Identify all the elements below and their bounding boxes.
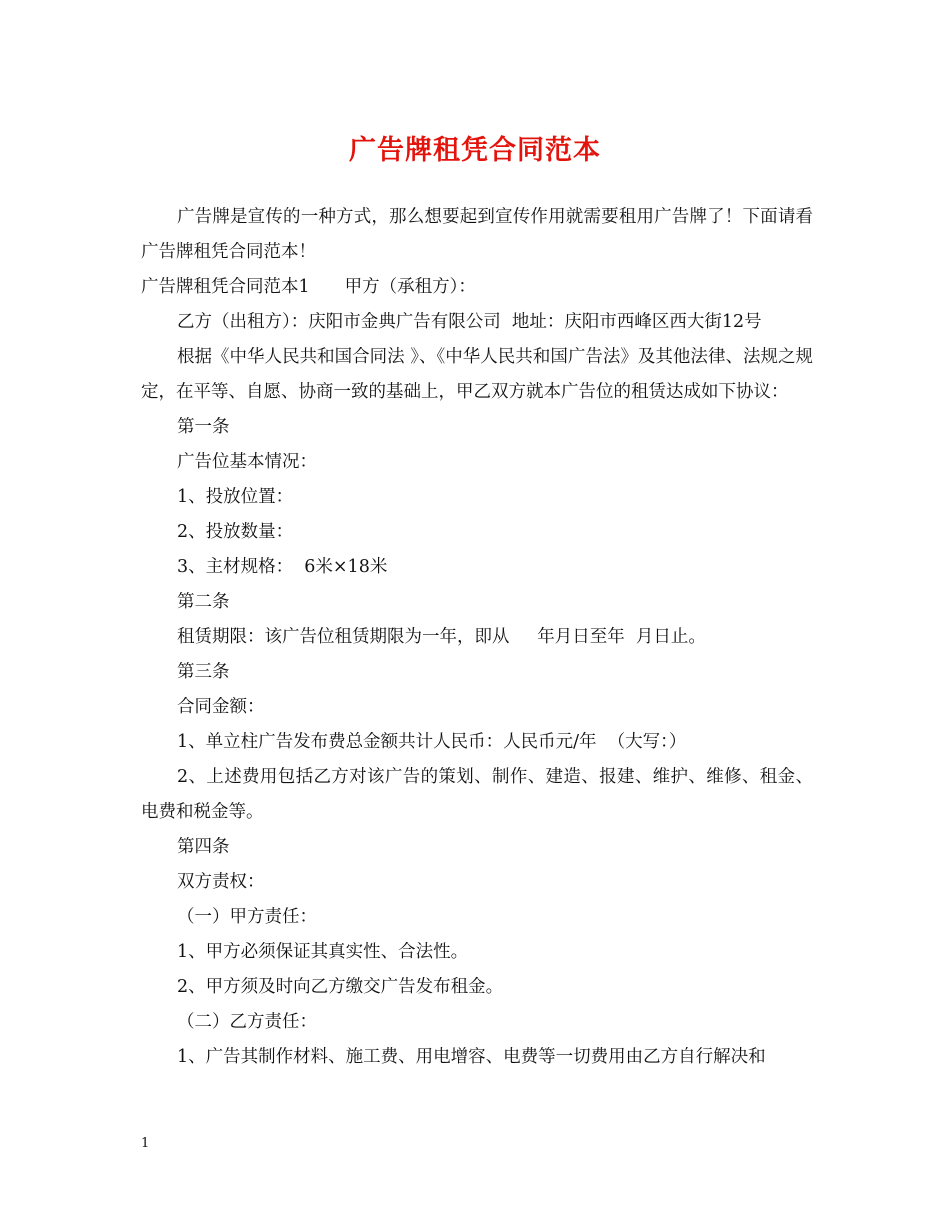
paragraph: 广告牌租凭合同范本1 甲方（承租方）： — [141, 277, 476, 297]
paragraph: （二）乙方责任： — [177, 1012, 317, 1032]
paragraph: 第三条 — [177, 662, 230, 682]
paragraph: 1、投放位置： — [177, 487, 294, 507]
paragraph: 第四条 — [177, 837, 230, 857]
paragraph: 3、主材规格： 6米×18米 — [177, 557, 388, 577]
document-title: 广告牌租凭合同范本 — [349, 135, 601, 166]
paragraph: 2、上述费用包括乙方对该广告的策划、制作、建造、报建、维护、维修、租金、电费和税金等。 — [141, 767, 813, 822]
paragraph: 2、甲方须及时向乙方缴交广告发布租金。 — [177, 977, 504, 997]
paragraph: 广告牌是宣传的一种方式，那么想要起到宣传作用就需要租用广告牌了！下面请看广告牌租凭合同范本！ — [141, 207, 813, 262]
paragraph: 乙方（出租方）：庆阳市金典广告有限公司 地址：庆阳市西峰区西大街12号 — [177, 312, 762, 332]
paragraph: 双方责权： — [177, 872, 265, 892]
paragraph: （一）甲方责任： — [177, 907, 317, 927]
paragraph: 1、甲方必须保证其真实性、合法性。 — [177, 942, 469, 962]
paragraph: 合同金额： — [177, 697, 265, 717]
paragraph: 广告位基本情况： — [177, 452, 317, 472]
paragraph: 1、广告其制作材料、施工费、用电增容、电费等一切费用由乙方自行解决和 — [177, 1047, 766, 1067]
document-body — [141, 200, 813, 1075]
page-number: 1 — [141, 1136, 150, 1151]
paragraph: 第一条 — [177, 417, 230, 437]
paragraph: 第二条 — [177, 592, 230, 612]
paragraph: 租赁期限：该广告位租赁期限为一年，即从 年月日至年 月日止。 — [177, 627, 706, 647]
paragraph: 2、投放数量： — [177, 522, 294, 542]
paragraph: 1、单立柱广告发布费总金额共计人民币：人民币元/年 （大写：） — [177, 732, 687, 752]
paragraph: 根据《中华人民共和国合同法 》、《中华人民共和国广告法》及其他法律、法规之规定，在平等、自愿、协商一致的基础上，甲乙双方就本广告位的租赁达成如下协议： — [141, 347, 813, 402]
